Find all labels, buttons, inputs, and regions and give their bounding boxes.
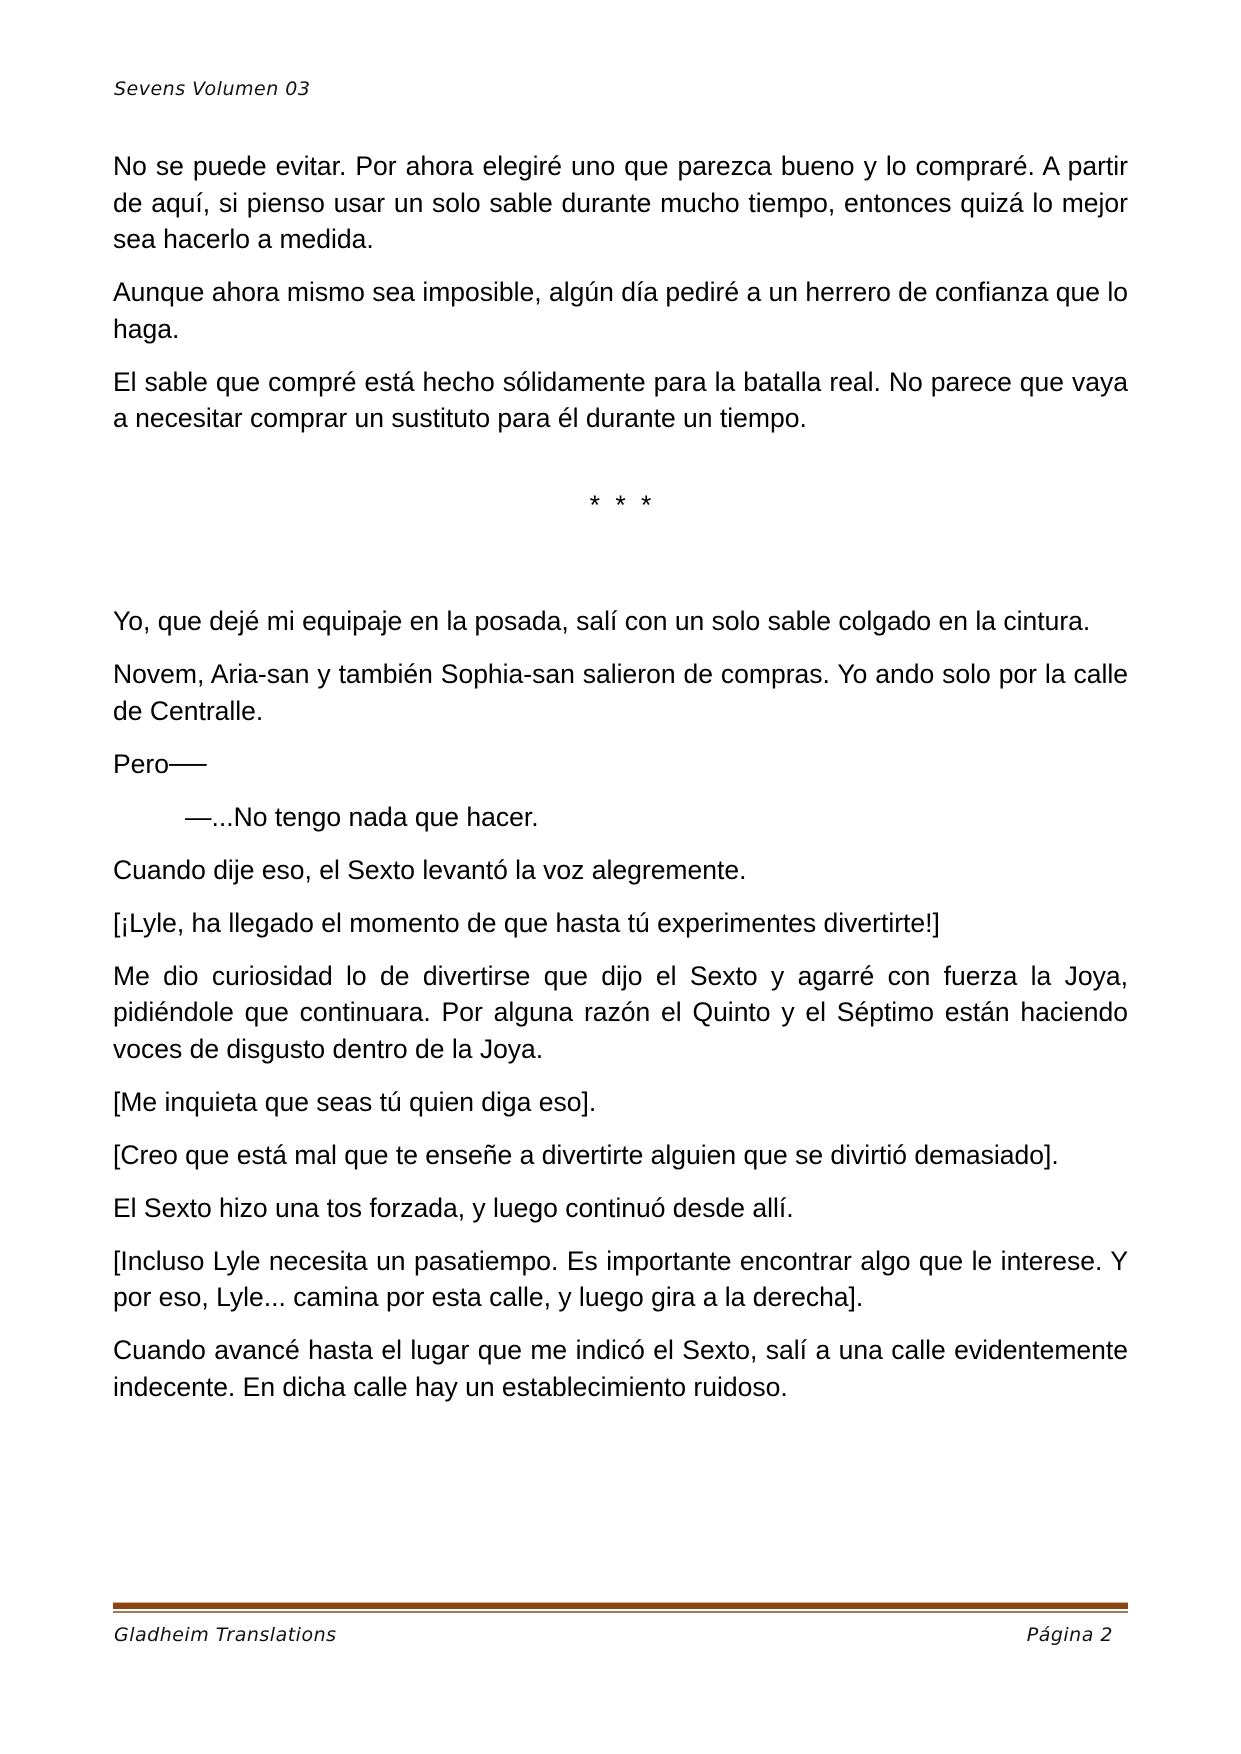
- dialogue-line: [Incluso Lyle necesita un pasatiempo. Es importante encontrar algo que le interese. Y por eso, Lyle... camina por esta calle, y luego gira a la derecha].: [113, 1245, 1128, 1312]
- paragraph: Cuando avancé hasta el lugar que me indicó el Sexto, salí a una calle evidentemente indecente. En dicha calle hay un establecimiento ruidoso.: [113, 1335, 1128, 1402]
- dialogue-line: [Creo que está mal que te enseñe a divertirte alguien que se divirtió demasiado].: [113, 1139, 1059, 1170]
- paragraph: Aunque ahora mismo sea imposible, algún día pediré a un herrero de confianza que lo haga.: [113, 277, 1129, 344]
- scene-break: * * *: [589, 489, 656, 520]
- running-header-title: Sevens Volumen 03: [114, 78, 311, 100]
- footer-divider-bottom-line: [113, 1611, 1128, 1613]
- paragraph: Yo, que dejé mi equipaje en la posada, salí con un solo sable colgado en la cintura.: [113, 606, 1091, 636]
- dialogue-line: —...No tengo nada que hacer.: [185, 801, 539, 832]
- paragraph: No se puede evitar. Por ahora elegiré uno que parezca bueno y lo compraré. A partir de aquí, si pienso usar un solo sable durante mucho tiempo, entonces quizá lo mejor sea hacerlo a medida.: [113, 151, 1128, 254]
- paragraph: El Sexto hizo una tos forzada, y luego continuó desde allí.: [113, 1192, 794, 1223]
- chapter-body: [113, 148, 1128, 1422]
- footer-page-number: Página 2: [1026, 1624, 1113, 1646]
- footer-divider: [113, 1602, 1128, 1614]
- paragraph: Pero──: [113, 748, 207, 779]
- paragraph: El sable que compré está hecho sólidamente para la batalla real. No parece que vaya a necesitar comprar un sustituto para él durante un tiempo.: [113, 366, 1128, 433]
- footer-divider-thick-line: [113, 1603, 1128, 1609]
- paragraph: Me dio curiosidad lo de divertirse que dijo el Sexto y agarré con fuerza la Joya, pidiéndole que continuara. Por alguna razón el Quinto y el Séptimo están haciendo voces de disgusto dentro de la Joya.: [113, 960, 1128, 1064]
- footer-publisher: Gladheim Translations: [114, 1624, 337, 1646]
- paragraph: Cuando dije eso, el Sexto levantó la voz alegremente.: [113, 854, 747, 885]
- dialogue-line: [¡Lyle, ha llegado el momento de que hasta tú experimentes divertirte!]: [113, 907, 940, 938]
- paragraph: Novem, Aria-san y también Sophia-san salieron de compras. Yo ando solo por la calle de Centralle.: [113, 659, 1128, 726]
- dialogue-line: [Me inquieta que seas tú quien diga eso].: [113, 1086, 597, 1117]
